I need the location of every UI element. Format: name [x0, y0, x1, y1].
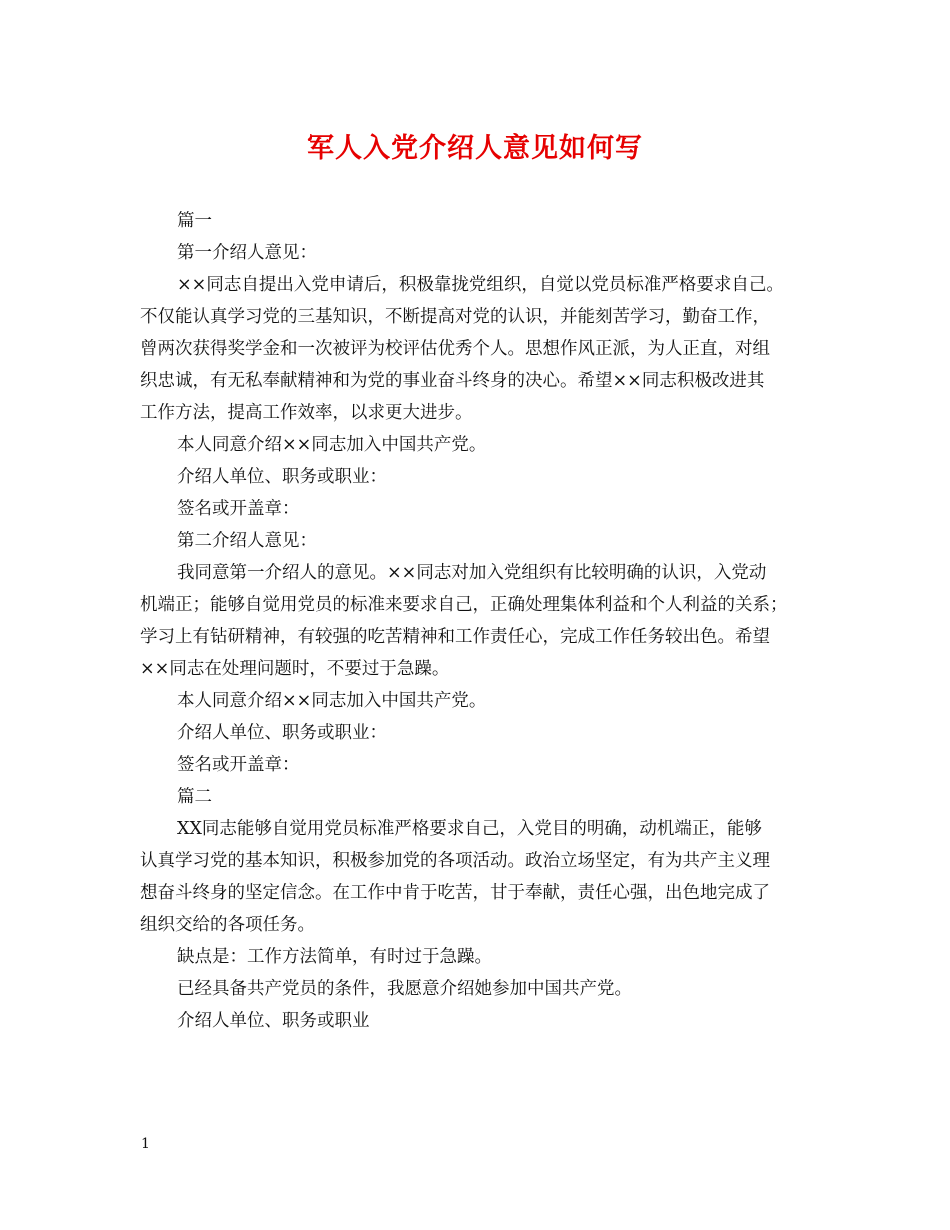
paragraph	[140, 205, 820, 237]
paragraph-line: 我同意第一介绍人的意见。××同志对加入党组织有比较明确的认识，入党动	[177, 563, 767, 583]
paragraph	[140, 749, 820, 781]
paragraph	[140, 941, 820, 973]
paragraph-line: 签名或开盖章：	[177, 755, 300, 775]
page-number: 1	[141, 1136, 150, 1152]
paragraph-line: 曾两次获得奖学金和一次被评为校评估优秀个人。思想作风正派，为人正直，对组	[140, 339, 770, 359]
paragraph-line: 工作方法，提高工作效率，以求更大进步。	[140, 403, 473, 423]
paragraph-line: 签名或开盖章：	[177, 499, 300, 519]
paragraph-line: 机端正；能够自觉用党员的标准来要求自己，正确处理集体利益和个人利益的关系；	[140, 595, 788, 615]
paragraph-line: ××同志自提出入党申请后，积极靠拢党组织，自觉以党员标准严格要求自己。	[177, 275, 784, 295]
paragraph	[140, 781, 820, 813]
paragraph	[140, 493, 820, 525]
paragraph	[140, 813, 820, 941]
paragraph-line: 介绍人单位、职务或职业	[177, 1011, 370, 1031]
document-title: 军人入党介绍人意见如何写	[307, 133, 643, 164]
paragraph-line: 不仅能认真学习党的三基知识，不断提高对党的认识，并能刻苦学习，勤奋工作，	[140, 307, 770, 327]
paragraph-line: 想奋斗终身的坚定信念。在工作中肯于吃苦，甘于奉献，责任心强，出色地完成了	[140, 883, 770, 903]
paragraph	[140, 685, 820, 717]
paragraph	[140, 973, 820, 1005]
paragraph	[140, 237, 820, 269]
paragraph	[140, 461, 820, 493]
paragraph	[140, 525, 820, 557]
paragraph-line: 第一介绍人意见：	[177, 243, 317, 263]
paragraph	[140, 717, 820, 749]
paragraph-line: 本人同意介绍××同志加入中国共产党。	[177, 435, 487, 455]
paragraph-line: XX同志能够自觉用党员标准严格要求自己，入党目的明确，动机端正，能够	[177, 819, 762, 839]
paragraph-line: 组织交给的各项任务。	[140, 915, 315, 935]
paragraph-line: 篇一	[177, 211, 212, 231]
paragraph	[140, 557, 820, 685]
paragraph-line: 介绍人单位、职务或职业：	[177, 467, 387, 487]
paragraph-line: 织忠诚，有无私奉献精神和为党的事业奋斗终身的决心。希望××同志积极改进其	[140, 371, 765, 391]
paragraph-line: 第二介绍人意见：	[177, 531, 317, 551]
paragraph-line: 已经具备共产党员的条件，我愿意介绍她参加中国共产党。	[177, 979, 632, 999]
paragraph	[140, 429, 820, 461]
paragraph	[140, 269, 820, 429]
paragraph-line: 认真学习党的基本知识，积极参加党的各项活动。政治立场坚定，有为共产主义理	[140, 851, 770, 871]
paragraph-line: 学习上有钻研精神，有较强的吃苦精神和工作责任心，完成工作任务较出色。希望	[140, 627, 770, 647]
paragraph	[140, 1005, 820, 1037]
paragraph-line: 缺点是：工作方法简单，有时过于急躁。	[177, 947, 492, 967]
paragraph-line: 介绍人单位、职务或职业：	[177, 723, 387, 743]
paragraph-line: 篇二	[177, 787, 212, 807]
paragraph-line: ××同志在处理问题时，不要过于急躁。	[140, 659, 450, 679]
document-body	[140, 205, 820, 1037]
paragraph-line: 本人同意介绍××同志加入中国共产党。	[177, 691, 487, 711]
